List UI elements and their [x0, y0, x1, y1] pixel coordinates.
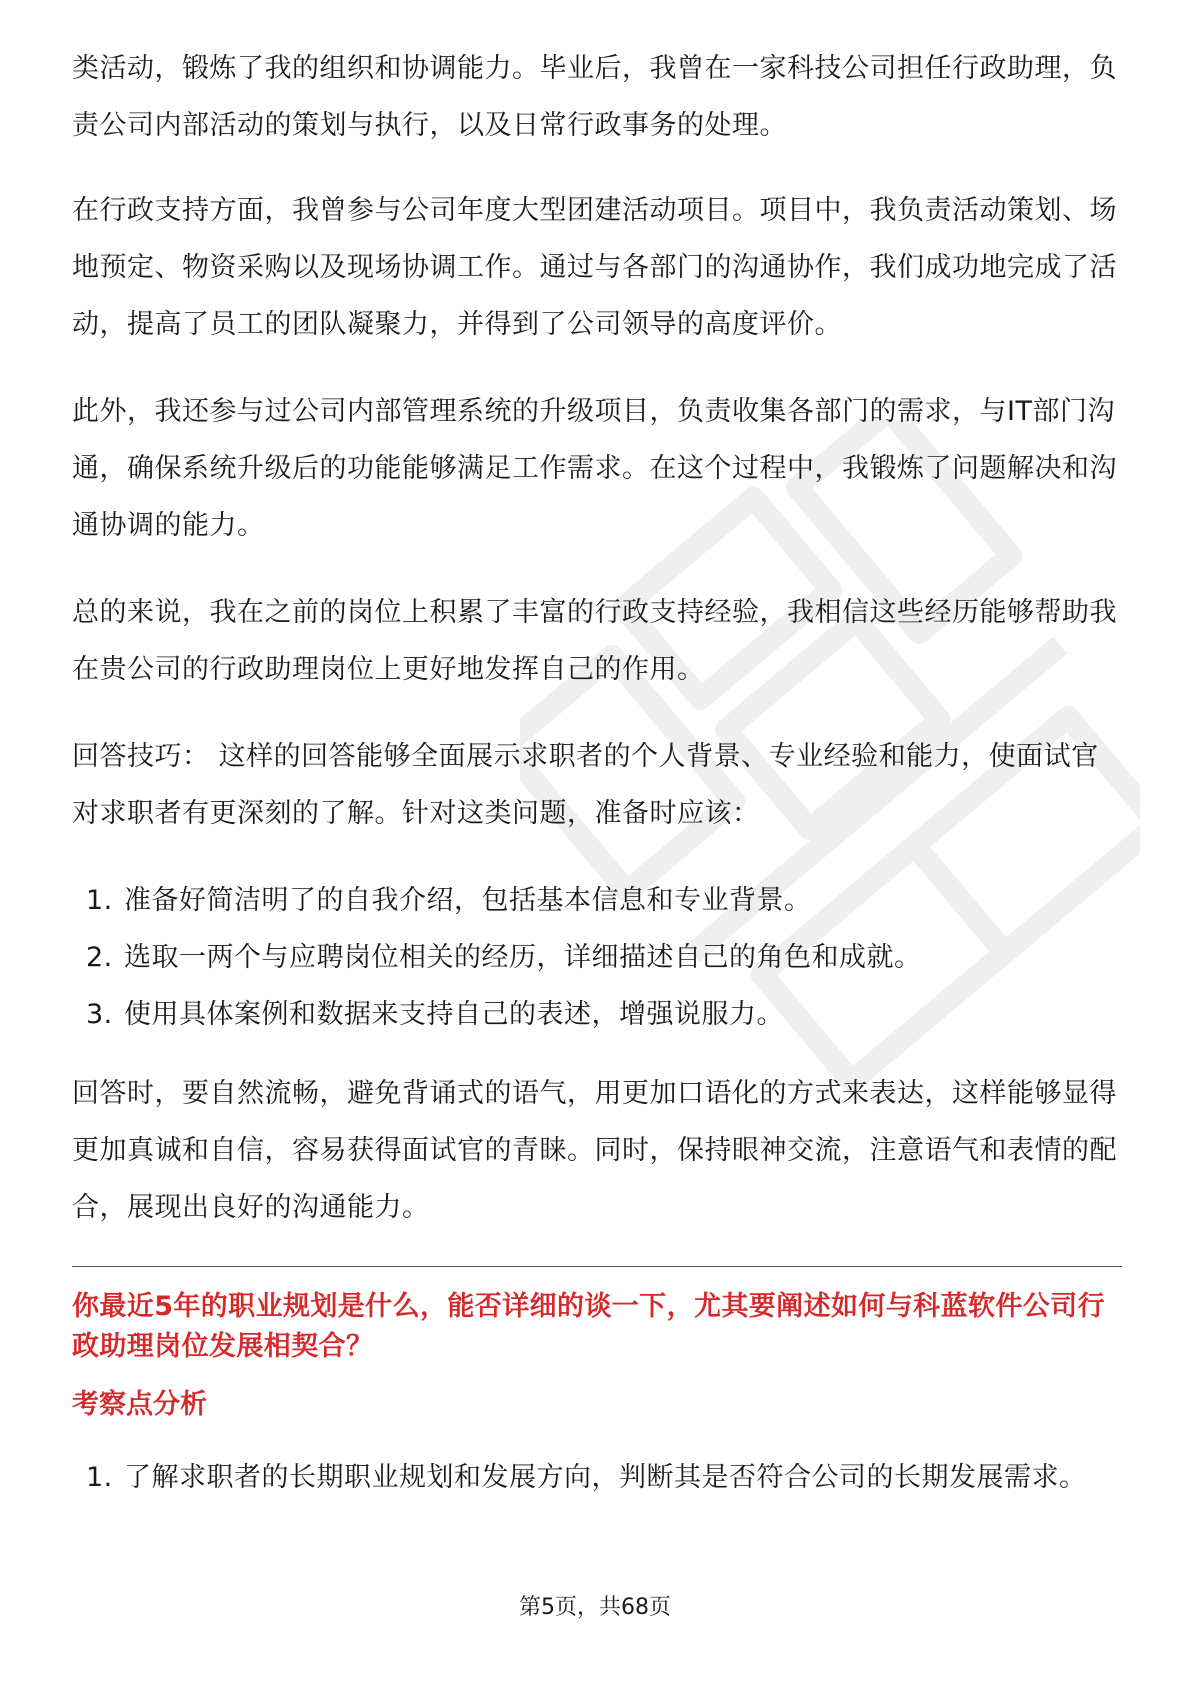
list-item [72, 929, 1122, 986]
list-item-text: 了解求职者的长期职业规划和发展方向，判断其是否符合公司的长期发展需求。 [124, 1462, 1087, 1493]
tips-list [72, 872, 1122, 1043]
interview-question: 你最近5年的职业规划是什么，能否详细的谈一下，尤其要阐述如何与科蓝软件公司行政助理岗位发展相契合？ [72, 1291, 1105, 1362]
list-item-number: 1. [86, 885, 113, 916]
section-heading-analysis: 考察点分析 [72, 1389, 207, 1420]
list-item [72, 986, 1122, 1043]
paragraph-delivery-advice: 回答时，要自然流畅，避免背诵式的语气，用更加口语化的方式来表达，这样能够显得更加真诚和自信，容易获得面试官的青睐。同时，保持眼神交流，注意语气和表情的配合，展现出良好的沟通能力。 [72, 1078, 1117, 1223]
list-item-number: 2. [86, 942, 113, 973]
list-item-text: 选取一两个与应聘岗位相关的经历，详细描述自己的角色和成就。 [124, 942, 922, 973]
list-item-text: 准备好简洁明了的自我介绍，包括基本信息和专业背景。 [124, 885, 812, 916]
paragraph-answer-tips: 回答技巧： 这样的回答能够全面展示求职者的个人背景、专业经验和能力，使面试官对求职者有更深刻的了解。针对这类问题，准备时应该： [72, 741, 1099, 829]
page-number-footer: 第5页，共68页 [519, 1595, 671, 1620]
list-item [72, 872, 1122, 929]
analysis-list [72, 1449, 1122, 1506]
list-item-text: 使用具体案例和数据来支持自己的表述，增强说服力。 [124, 999, 784, 1030]
section-divider [72, 1266, 1122, 1267]
paragraph-admin-support: 在行政支持方面，我曾参与公司年度大型团建活动项目。项目中，我负责活动策划、场地预定、物资采购以及现场协调工作。通过与各部门的沟通协作，我们成功地完成了活动，提高了员工的团队凝聚力，并得到了公司领导的高度评价。 [72, 195, 1117, 340]
list-item-number: 3. [86, 999, 113, 1030]
paragraph-summary: 总的来说，我在之前的岗位上积累了丰富的行政支持经验，我相信这些经历能够帮助我在贵公司的行政助理岗位上更好地发挥自己的作用。 [72, 597, 1117, 685]
list-item [72, 1449, 1122, 1506]
paragraph-system-upgrade: 此外，我还参与过公司内部管理系统的升级项目，负责收集各部门的需求，与IT部门沟通，确保系统升级后的功能能够满足工作需求。在这个过程中，我锻炼了问题解决和沟通协调的能力。 [72, 396, 1117, 541]
list-item-number: 1. [86, 1462, 113, 1493]
paragraph-prior-experience: 类活动，锻炼了我的组织和协调能力。毕业后，我曾在一家科技公司担任行政助理，负责公司内部活动的策划与执行，以及日常行政事务的处理。 [72, 53, 1117, 141]
document-page [72, 40, 1122, 1506]
